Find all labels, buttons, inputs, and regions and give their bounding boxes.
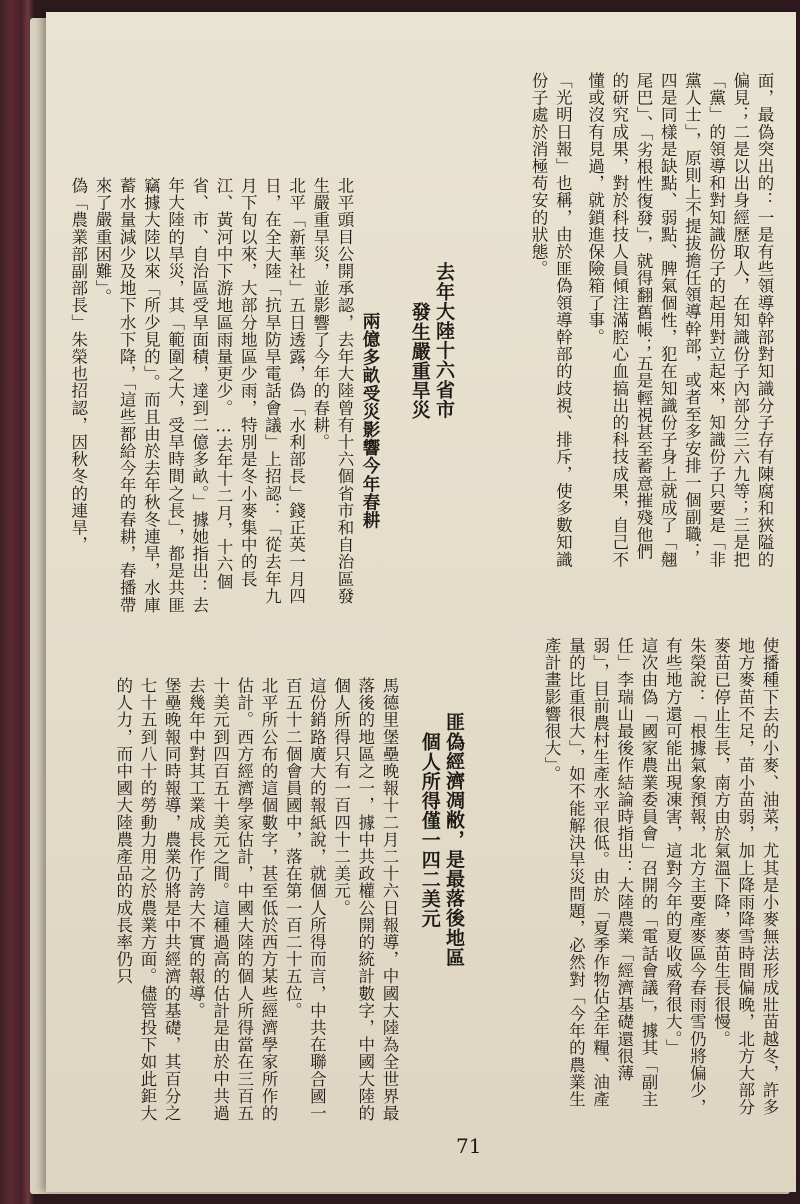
top-intro-text — [456, 72, 776, 572]
paragraph: 這次由偽「國家農業委員會」召開的「電話會議」，據其「副主任」李瑞山最後作結論時指出：大陸農業「經濟基礎還很薄弱」，目前農村生產水平很低。由於「夏季作物佔全年糧、油產量的比重很大」，如不能解決旱災問題，必然對「今年的農業生產計畫影響很大」。 — [542, 637, 658, 1108]
paragraph: 這份銷路廣大的報紙說，就個人所得而言，中共在聯合國一百五十二個會員國中，落在第一百二十五位。 — [283, 677, 327, 1122]
paragraph: 朱榮說：「根據氣象預報，北方主要產麥區今春雨雪仍將偏少，有些地方還可能出現凍害，這對今年的夏收威脅很大。」 — [663, 637, 707, 1116]
paragraph: 面，最偽突出的：一是有些領導幹部對知識分子存有陳腐和狹隘的偏見；二是以出身經歷取人，在知識份子內部分三六九等；三是把「黨」的領導和對知識份子的起用對立起來，知識份子只要是「非黨人士」，原則上不提拔擔任領導幹部，或者至多安排一個副職；四是同樣是缺點、弱點、脾氣個性，犯在知識份子身上就成了「翹尾巴」、「劣根性復發」，就得翻舊帳；五是輕視甚至蓄意摧殘他們的研究成果，對於科技人員傾注滿腔心血搞出的科技成果，自己不懂或沒有見過，就鎖進保險箱了事。 — [585, 72, 774, 568]
paragraph: 北平頭目公開承認，去年大陸曾有十六個省市和自治區發生嚴重旱災，並影響了今年的春耕。 — [310, 177, 354, 605]
economy-article-text — [113, 677, 401, 1132]
heading-line: 發生嚴重旱災 — [408, 302, 431, 420]
paragraph: 偽「農業部副部長」朱榮也招認，因秋冬的連旱， — [68, 177, 88, 554]
page — [46, 12, 796, 1192]
article-heading-drought — [381, 262, 456, 582]
paragraph: 北平「新華社」五日透露，偽「水利部長」錢正英一月四日，在全大陸「抗旱防旱電話會議」上招認：「從去年九月下旬以來，大部分地區少雨，特別是冬小麥集中的長江、黃河中下游地區雨量更少。…去年十二月，十六個省、市、自治區受旱面積，達到二億多畝。」據她指出：去年大陸的旱災，其「範圍之大，受旱時間之長」，都是共匪竊據大陸以來「所少見的」。而且由於去年秋冬連旱，水庫蓄水量減少及地下水下降，「這些都給今年的春耕，春播帶來了嚴重困難」。 — [92, 177, 306, 614]
drought-article-text — [68, 177, 356, 617]
paragraph: 馬德里堡壘晚報十二月二十六日報導，中國大陸為全世界最落後的地區之一，據中共政權公開的統計數字，中國大陸的個人所得只有一百四十二美元。 — [331, 677, 399, 1122]
article-heading-economy — [401, 712, 466, 1012]
heading-line: 個人所得僅一四二美元 — [418, 732, 441, 928]
paragraph: 堡壘晚報同時報導，農業仍將是中共經濟的基礎，其百分之七十五到八十的勞動力用之於農業方面。儘管投下如此鉅大的人力，而中國大陸農產品的成長率仍只 — [113, 677, 182, 1122]
page-number: 71 — [456, 1134, 482, 1158]
bottom-drought-continued — [466, 637, 781, 1117]
article-subheading-drought — [356, 312, 382, 602]
heading-line: 匪偽經濟凋敝，是最落後地區 — [443, 712, 465, 967]
subheading: 兩億多畝受災影響今年春耕 — [360, 312, 380, 530]
paragraph: 「光明日報」也稱，由於匪偽領導幹部的歧視、排斥，使多數知識份子處於消極苟安的狀態。 — [529, 72, 573, 568]
paragraph: 使播種下去的小麥、油菜，尤其是小麥無法形成壯苗越冬，許多地方麥苗不足，苗小苗弱，加上降雨降雪時間偏晚，北方大部分麥苗已停止生長，南方由於氣溫下降，麥苗生長很慢。 — [711, 637, 779, 1116]
heading-line: 去年大陸十六省市 — [433, 262, 455, 419]
paragraph: 北平所公布的這個數字，甚至低於西方某些經濟學家所作的估計。西方經濟學家估計，中國大陸的個人所得當在三百五十美元到四百五十美元之間。這種過高的估計是由於中共過去幾年中對其工業成長作了誇大不實的報導。 — [186, 677, 278, 1122]
